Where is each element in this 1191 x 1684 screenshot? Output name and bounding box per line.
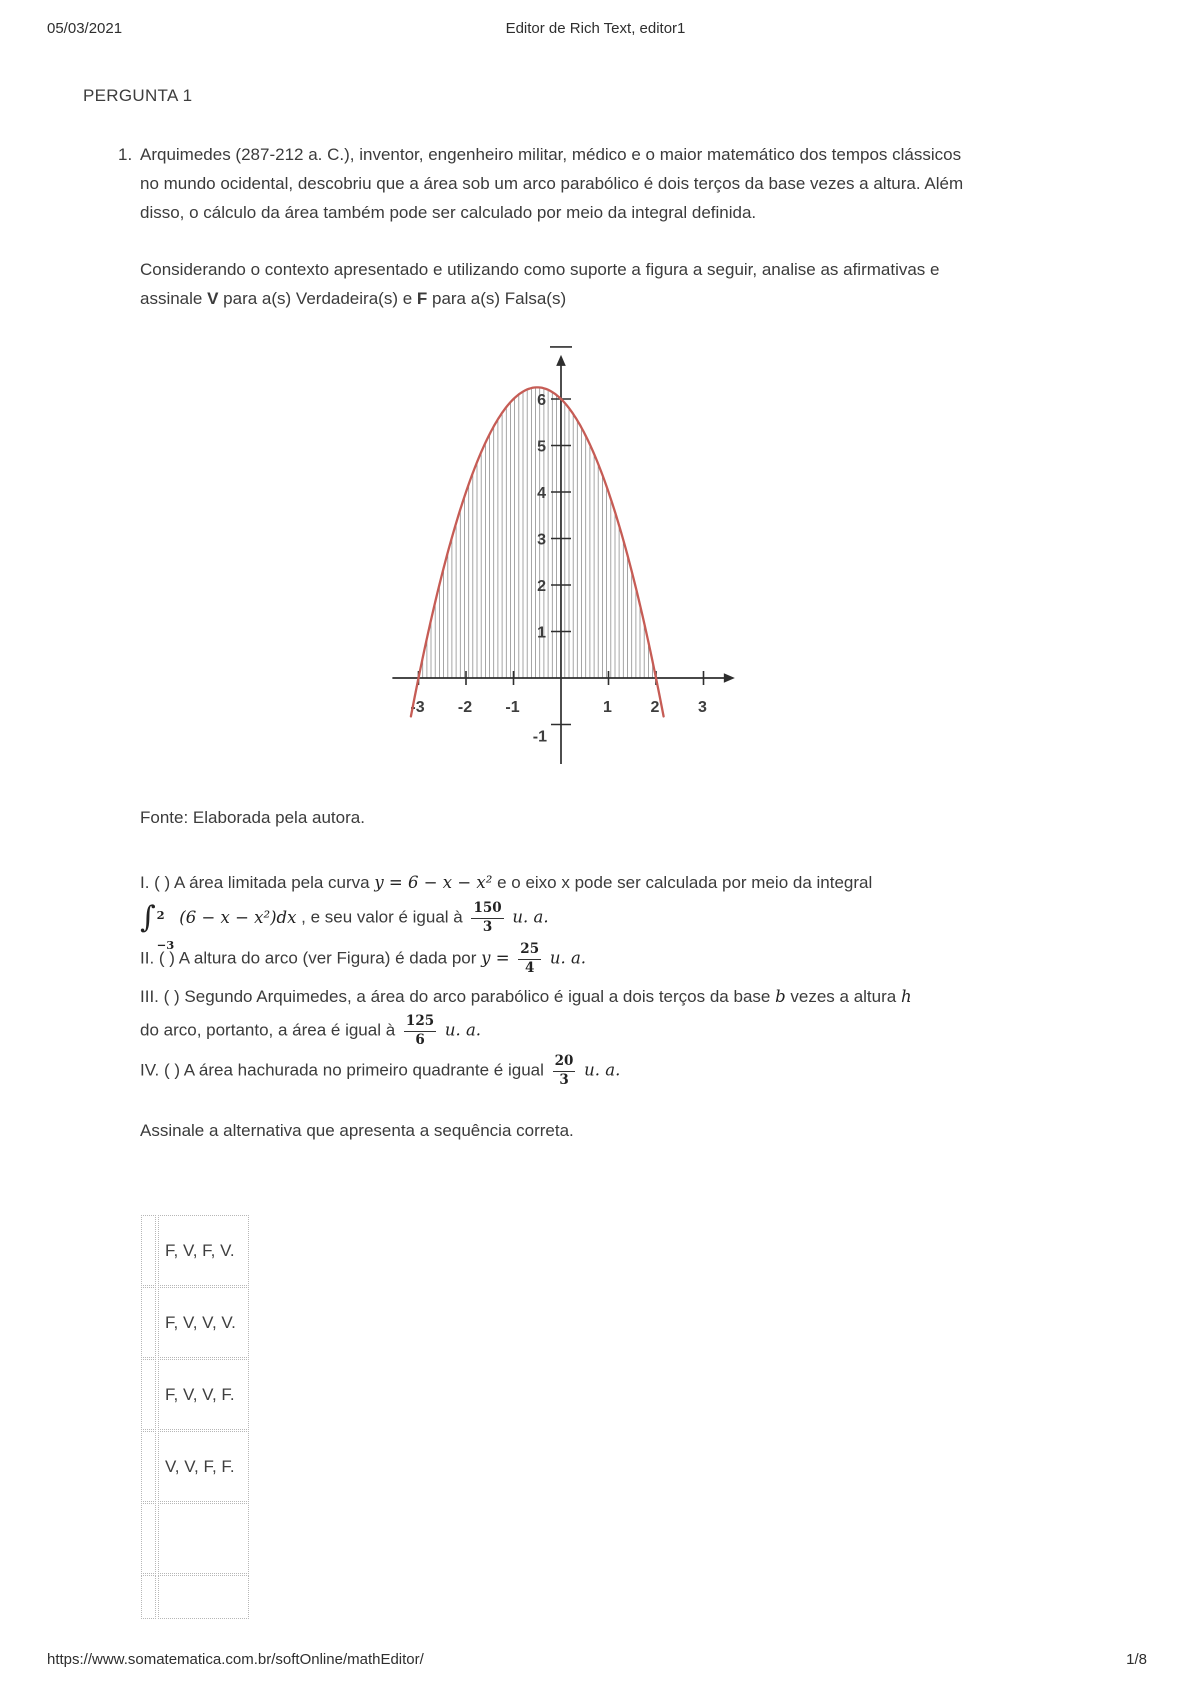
svg-text:6: 6 [537,392,546,409]
figure-source: Fonte: Elaborada pela autora. [140,808,365,827]
instruction-post: para a(s) Falsa(s) [427,289,567,308]
statement-i-text-3: , e seu valor é igual à [301,907,463,927]
question-body [140,140,1010,1620]
statement-ii-line [140,942,1010,976]
integral-lower-limit: −3 [156,938,175,952]
svg-text:-1: -1 [505,699,520,716]
statement-ii [140,942,1010,976]
curve-equation: y = 6 − x − x² [374,873,493,892]
fraction-denominator: 3 [482,918,493,935]
answer-option-4[interactable] [141,1431,249,1502]
option-label: F, V, V, F. [158,1359,249,1430]
statement-iii [140,982,1010,1048]
option-label [158,1575,249,1619]
question-instruction [140,255,975,313]
instruction-mid: para a(s) Verdadeira(s) e [218,289,417,308]
fraction-numerator: 125 [404,1014,436,1032]
svg-text:5: 5 [537,438,546,456]
fraction-20-3 [553,1054,576,1088]
instruction-pre: Considerando o contexto apresentado e utilizando como suporte a figura a seguir, analise as afirmativas e assinale [140,260,940,308]
option-label: V, V, F, F. [158,1431,249,1502]
parabola-figure [390,341,740,777]
fraction-denominator: 4 [524,959,535,976]
svg-text:2: 2 [650,699,660,716]
statement-iii-label: III. ( ) [140,987,180,1007]
question-intro: Arquimedes (287-212 a. C.), inventor, engenheiro militar, médico e o maior matemático dos tempos clássicos no mundo ocidental, descobriu que a área sob um arco parabólico é dois terços da base vezes a altura. Além disso, o cálculo da área também pode ser calculado por meio da integral definida. [140,145,964,222]
fraction-150-3 [471,901,503,935]
integral-expression [140,900,297,952]
svg-text:-3: -3 [410,699,425,716]
fraction-denominator: 3 [559,1071,569,1088]
statement-iii-line-1 [140,982,1010,1012]
radio-placeholder[interactable] [141,1431,156,1502]
statement-iv [140,1054,1010,1088]
bold-f: F [416,289,428,308]
fraction-25-4 [518,942,541,976]
statement-i-text-2: e o eixo x pode ser calculada por meio da integral [497,873,873,892]
print-footer [0,1648,1191,1668]
radio-placeholder[interactable] [141,1287,156,1358]
question-number: 1. [118,145,133,164]
unit-ua: u. a. [549,948,587,968]
svg-text:1: 1 [537,624,546,642]
fraction-numerator: 20 [553,1054,576,1072]
radio-placeholder[interactable] [141,1503,156,1574]
base-variable: b [775,987,786,1007]
unit-ua: u. a. [512,907,549,927]
print-header [0,20,1191,40]
statement-iii-text-2: vezes a altura [790,987,897,1007]
radio-placeholder[interactable] [141,1575,156,1619]
statement-i-line-1 [140,868,1010,898]
unit-ua: u. a. [444,1020,482,1040]
height-equation-lhs: y = [481,948,510,968]
question-block [118,140,1083,1620]
answer-option-2[interactable] [141,1287,249,1358]
footer-url: https://www.somatematica.com.br/softOnline/mathEditor/ [47,1651,424,1668]
fraction-numerator: 25 [518,942,541,960]
svg-text:-2: -2 [457,699,473,716]
option-label: F, V, V, V. [158,1287,249,1358]
statement-i-label: I. ( ) [140,873,171,892]
statement-iii-text-3: do arco, portanto, a área é igual à [140,1020,396,1040]
statement-ii-label: II. ( ) [140,948,175,968]
statement-i-text-1: A área limitada pela curva [174,873,370,892]
option-label [158,1503,249,1574]
svg-text:1: 1 [603,699,612,716]
integrand: (6 − x − x²)dx [179,908,297,927]
fraction-125-6 [404,1014,436,1048]
statement-iv-label: IV. ( ) [140,1060,180,1080]
answer-option-1[interactable] [141,1215,249,1286]
statement-iii-text-1: Segundo Arquimedes, a área do arco parabólico é igual a dois terços da base [184,987,771,1007]
statement-iv-text-1: A área hachurada no primeiro quadrante é igual [183,1060,544,1080]
radio-placeholder[interactable] [141,1359,156,1430]
bold-v: V [207,289,219,308]
document-title: Editor de Rich Text, editor1 [505,20,686,37]
svg-text:3: 3 [698,699,707,716]
page-content [83,86,1083,1620]
closing-instruction: Assinale a alternativa que apresenta a sequência correta. [140,1121,574,1141]
question-heading: PERGUNTA 1 [83,86,193,105]
answer-option-clipped[interactable] [141,1575,249,1619]
integral-sign: ∫ [140,900,156,935]
option-label: F, V, F, V. [158,1215,249,1286]
statement-iii-line-2 [140,1014,1010,1048]
svg-text:2: 2 [537,578,546,595]
integral-upper-limit: 2 [156,908,165,922]
height-variable: h [900,987,912,1007]
statements-list [140,868,1010,1088]
svg-text:-1: -1 [532,728,547,746]
answer-option-empty[interactable] [141,1503,249,1574]
parabola-chart-svg [390,341,740,777]
statement-ii-text-1: A altura do arco (ver Figura) é dada por [178,948,477,968]
radio-placeholder[interactable] [141,1215,156,1286]
page-indicator: 1/8 [1126,1651,1147,1668]
answer-options [141,1215,249,1619]
statement-iv-line [140,1054,1010,1088]
unit-ua: u. a. [584,1060,621,1080]
answer-option-3[interactable] [141,1359,249,1430]
fraction-denominator: 6 [415,1031,425,1048]
svg-text:4: 4 [537,485,546,502]
integral-limits [156,900,175,952]
svg-text:3: 3 [537,531,546,549]
header-date: 05/03/2021 [47,20,123,37]
fraction-numerator: 150 [471,901,503,919]
